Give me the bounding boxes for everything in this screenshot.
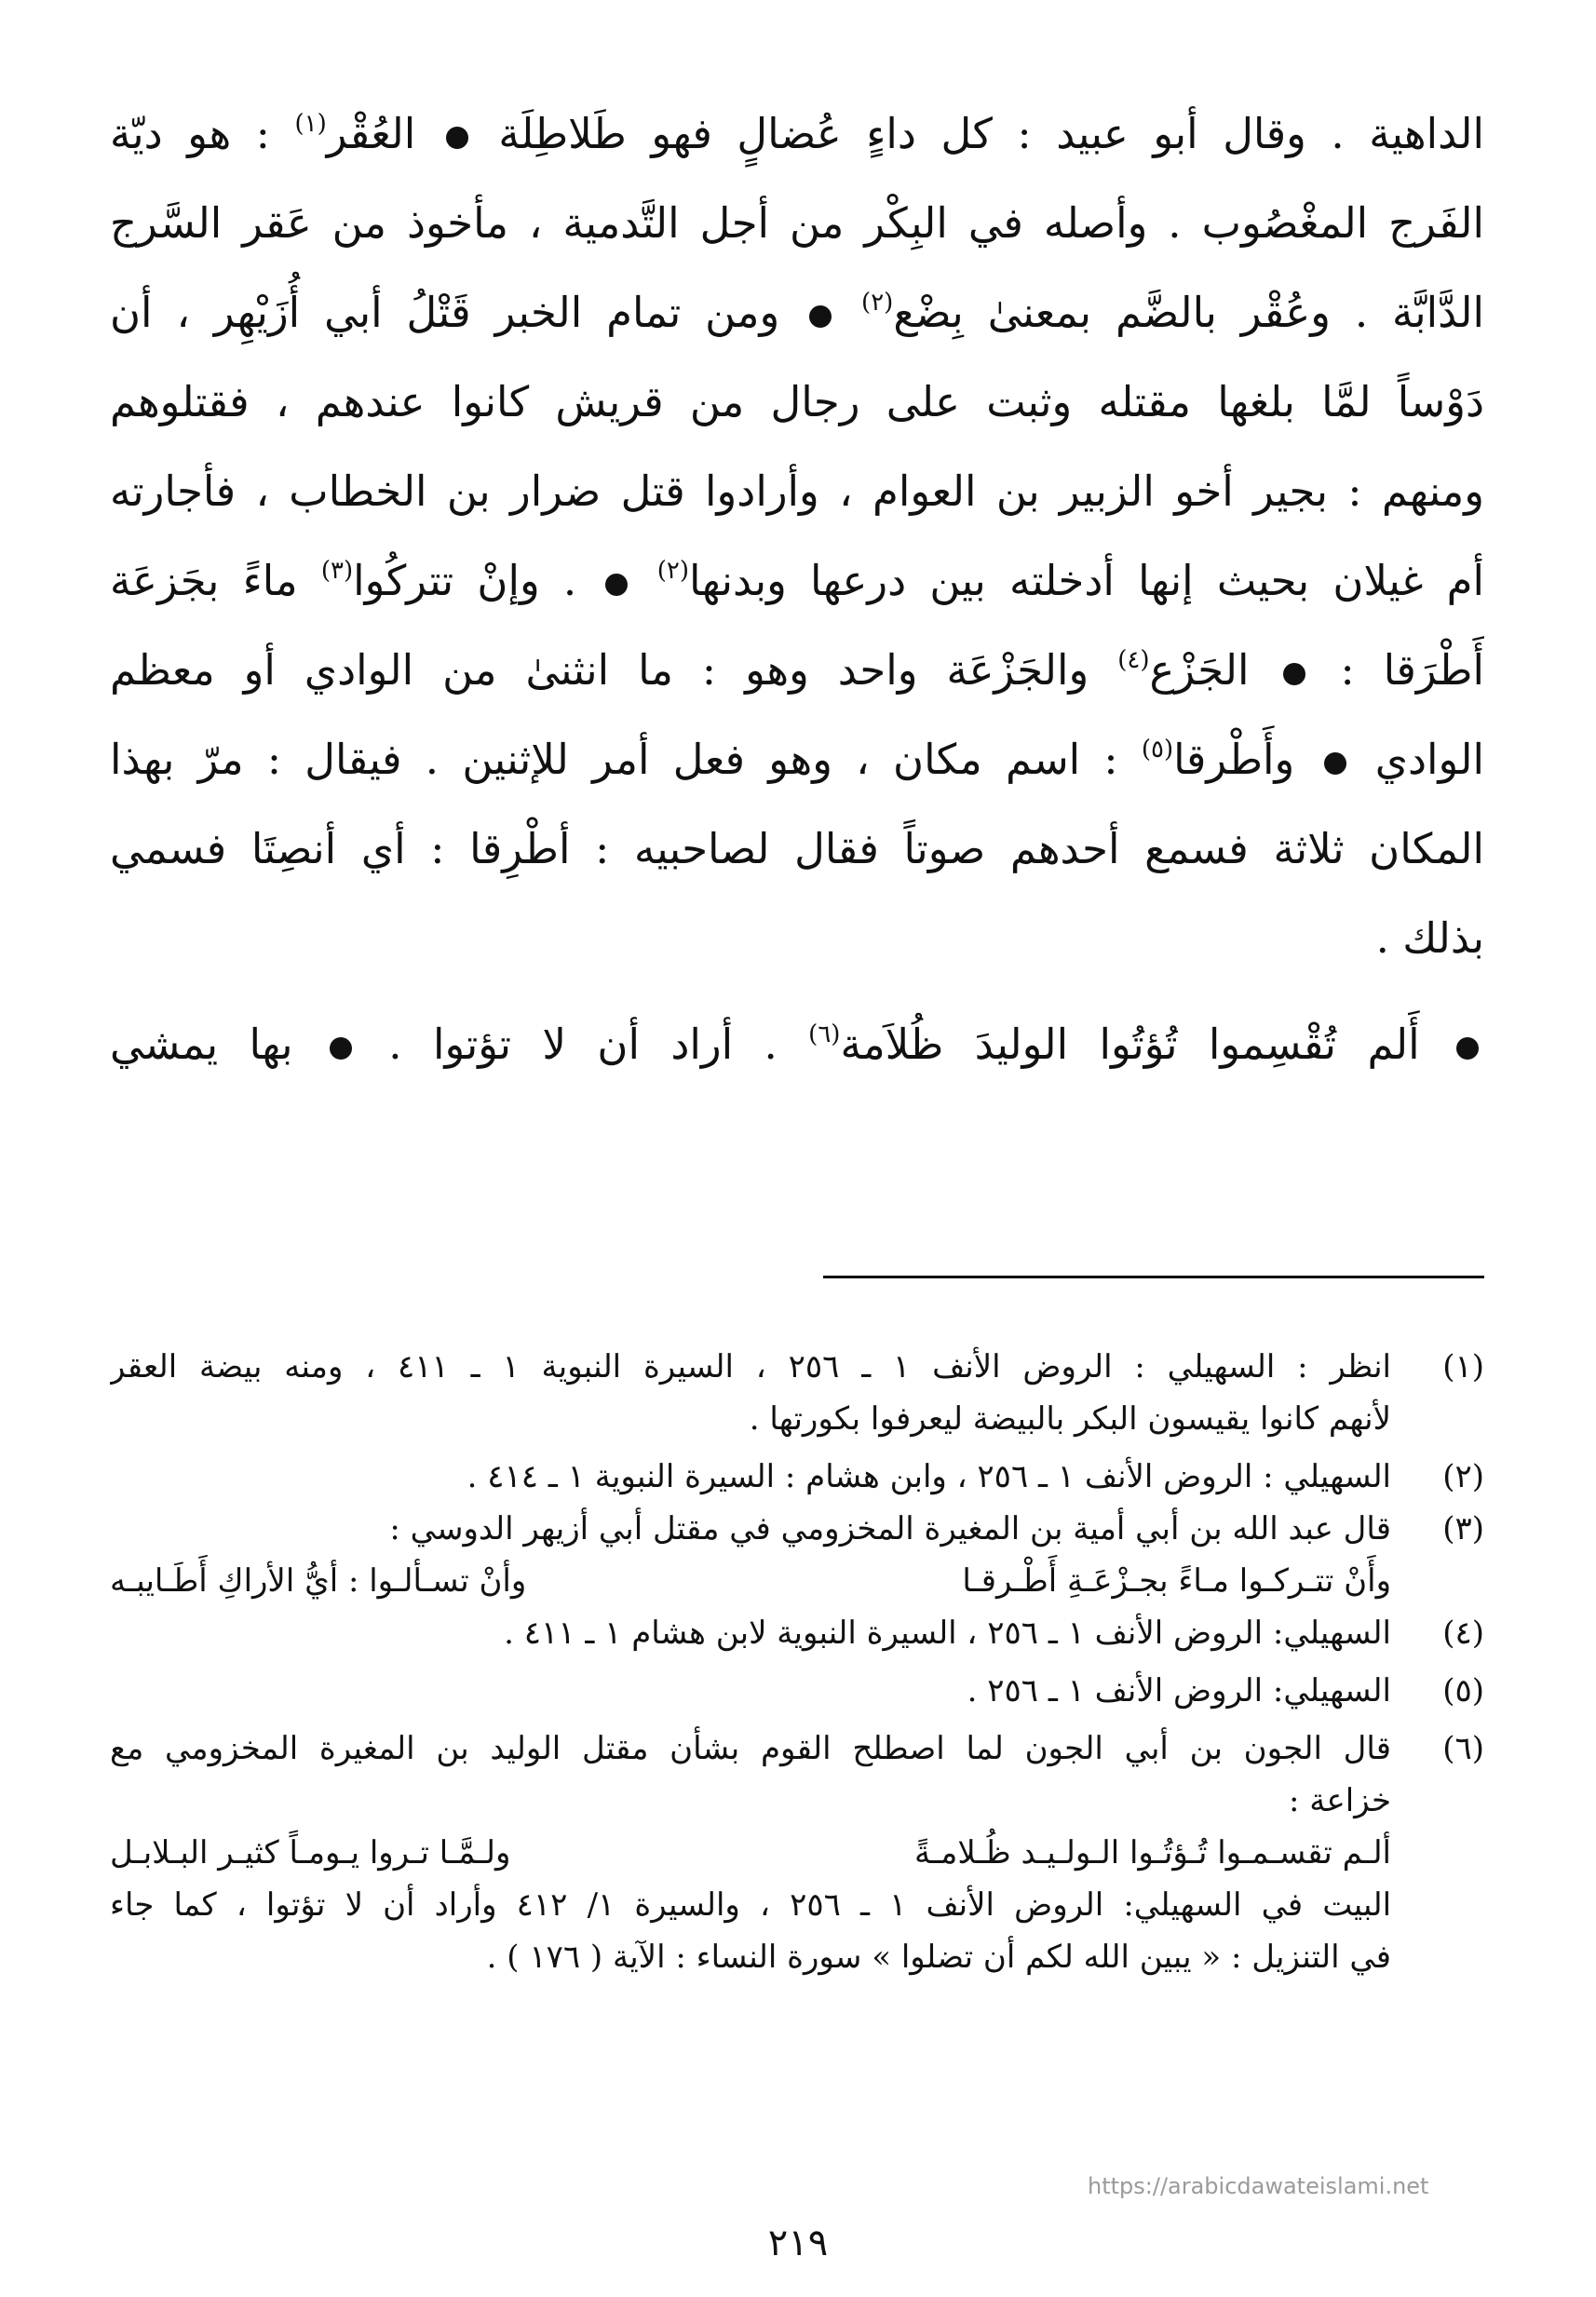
bullet-icon (330, 1037, 352, 1060)
footnote-body (110, 1341, 1391, 1445)
bullet-icon (1456, 1037, 1479, 1060)
verse-hemistich: وأنْ تسـألـوا : أيُّ الأراكِ أَطَـايبـه (110, 1562, 527, 1600)
text-span: ومن تمام الخبر قَتْلُ أبي أُزَيْهِر ، أن (110, 288, 780, 337)
text-span: الوادي (1374, 735, 1484, 784)
watermark-url: https://arabicdawateislami.net (1088, 2173, 1429, 2199)
footnote-line: انظر : السهيلي : الروض الأنف ١ ـ ٢٥٦ ، السيرة النبوية ١ ـ ٤١١ ، ومنه بيضة العقر (110, 1348, 1391, 1385)
page-number: ٢١٩ (767, 2222, 829, 2264)
text-line: دَوْساً لمَّا بلغها مقتله وثبت على رجال من قريش كانوا عندهم ، فقتلوهم (110, 377, 1484, 426)
footnote-body (110, 1723, 1391, 1983)
text-span: أَطْرَقا : (1340, 645, 1484, 695)
footnote-ref: (٢) (861, 289, 894, 317)
footnote-ref: (٢) (656, 557, 689, 585)
footnote-ref: (٦) (808, 1020, 841, 1048)
footnote-line: في التنزيل : « يبين الله لكم أن تضلوا » سورة النساء : الآية ( ١٧٦ ) . (486, 1939, 1391, 1976)
footnote-line: خزاعة : (1288, 1782, 1391, 1819)
bullet-icon (605, 574, 628, 596)
footnote-number: (١) (1442, 1348, 1484, 1385)
text-line (110, 715, 1484, 804)
footnote-5 (110, 1665, 1484, 1717)
footnote-3 (110, 1503, 1484, 1607)
text-span: : هو ديّة (110, 109, 270, 158)
footnote-verse (110, 1555, 1391, 1607)
footnote-number: (٥) (1442, 1672, 1484, 1709)
text-span: والجَزْعَة واحد وهو : ما انثنىٰ من الوادي أو معظم (110, 645, 1089, 695)
bullet-icon (1283, 663, 1305, 685)
footnote-ref: (٣) (320, 557, 354, 585)
text-span: . أراد أن لا تؤتوا . (388, 1020, 778, 1069)
footnote-line: قال عبد الله بن أبي أمية بن المغيرة المخزومي في مقتل أبي أزيهر الدوسي : (389, 1510, 1391, 1547)
footnote-number: (٦) (1442, 1730, 1484, 1767)
text-line (110, 268, 1484, 358)
footnote-body (110, 1665, 1391, 1717)
footnote-line: لأنهم كانوا يقيسون البكر بالبيضة ليعرفوا بكورتها . (749, 1400, 1391, 1438)
text-span: الجَزْع (1149, 645, 1250, 695)
main-text (110, 89, 1484, 1089)
text-span: : اسم مكان ، وهو فعل أمر للإثنين . فيقال : مرّ بهذا (110, 735, 1118, 784)
text-span: أَلم تُقْسِموا تُؤتُوا الوليدَ ظُلاَمة (840, 1020, 1420, 1069)
footnote-line: البيت في السهيلي: الروض الأنف ١ ـ ٢٥٦ ، والسيرة ١/ ٤١٢ وأراد أن لا تؤتوا ، كما جاء (110, 1886, 1391, 1924)
text-line (110, 626, 1484, 715)
footnotes (110, 1341, 1484, 1983)
footnote-ref: (٥) (1141, 736, 1174, 763)
text-span: أم غيلان بحيث إنها أدخلته بين درعها وبدنها (688, 556, 1484, 605)
text-line (110, 536, 1484, 626)
bullet-icon (1324, 752, 1346, 775)
footnote-line: السهيلي : الروض الأنف ١ ـ ٢٥٦ ، وابن هشام : السيرة النبوية ١ ـ ٤١٤ . (467, 1458, 1391, 1495)
text-line: المكان ثلاثة فسمع أحدهم صوتاً فقال لصاحبيه : أطْرِقا : أي أنصِتَا فسمي (110, 824, 1484, 873)
footnote-number: (٣) (1442, 1510, 1484, 1547)
bullet-icon (809, 305, 832, 328)
text-line (110, 89, 1484, 179)
verse-hemistich: ألـم تقسـمـوا تُـؤتُـوا الـولـيـد ظُـلامـةً (913, 1834, 1391, 1871)
text-span: العُقْر (326, 109, 416, 158)
footnote-1 (110, 1341, 1484, 1445)
text-line: بذلك . (1375, 913, 1484, 963)
footnote-4 (110, 1607, 1484, 1659)
footnote-6 (110, 1723, 1484, 1983)
text-span: بها يمشي (110, 1020, 293, 1069)
text-line: الفَرج المغْصُوب . وأصله في البِكْر من أجل التَّدمية ، مأخوذ من عَقر السَّرج (110, 198, 1484, 248)
footnote-body (110, 1607, 1391, 1659)
bullet-icon (446, 127, 468, 149)
footnote-line: السهيلي: الروض الأنف ١ ـ ٢٥٦ ، السيرة النبوية لابن هشام ١ ـ ٤١١ . (504, 1615, 1391, 1652)
text-span: الداهية . وقال أبو عبيد : كل داءٍ عُضالٍ فهو طَلاطِلَة (498, 109, 1484, 158)
footnote-body (110, 1503, 1391, 1607)
footnote-verse (110, 1827, 1391, 1879)
footnote-separator (823, 1276, 1484, 1278)
text-span: الدَّابَّة . وعُقْر بالضَّم بمعنىٰ بِضْع (893, 288, 1484, 337)
text-span: وأَطْرقا (1173, 735, 1295, 784)
text-line: ومنهم : بجير أخو الزبير بن العوام ، وأرادوا قتل ضرار بن الخطاب ، فأجارته (110, 466, 1484, 516)
footnote-2 (110, 1451, 1484, 1503)
footnote-number: (٢) (1442, 1458, 1484, 1495)
footnote-number: (٤) (1442, 1615, 1484, 1652)
text-span: . وإنْ تتركُوا (353, 556, 577, 605)
text-span: ماءً بجَزعَة (110, 556, 298, 605)
verse-hemistich: ولـمَّـا تـروا يـومـاً كثيـر البـلابـل (110, 1834, 511, 1871)
footnote-line: قال الجون بن أبي الجون لما اصطلح القوم بشأن مقتل الوليد بن المغيرة المخزومي مع (110, 1730, 1391, 1767)
verse-hemistich: وأَنْ تتـركـوا مـاءً بجـزْعَـةِ أَطْـرقـا (962, 1562, 1391, 1600)
text-line (110, 1000, 1484, 1089)
footnote-ref: (٤) (1117, 646, 1150, 674)
footnote-ref: (١) (294, 110, 327, 138)
footnote-body (110, 1451, 1391, 1503)
footnote-line: السهيلي: الروض الأنف ١ ـ ٢٥٦ . (967, 1672, 1391, 1709)
